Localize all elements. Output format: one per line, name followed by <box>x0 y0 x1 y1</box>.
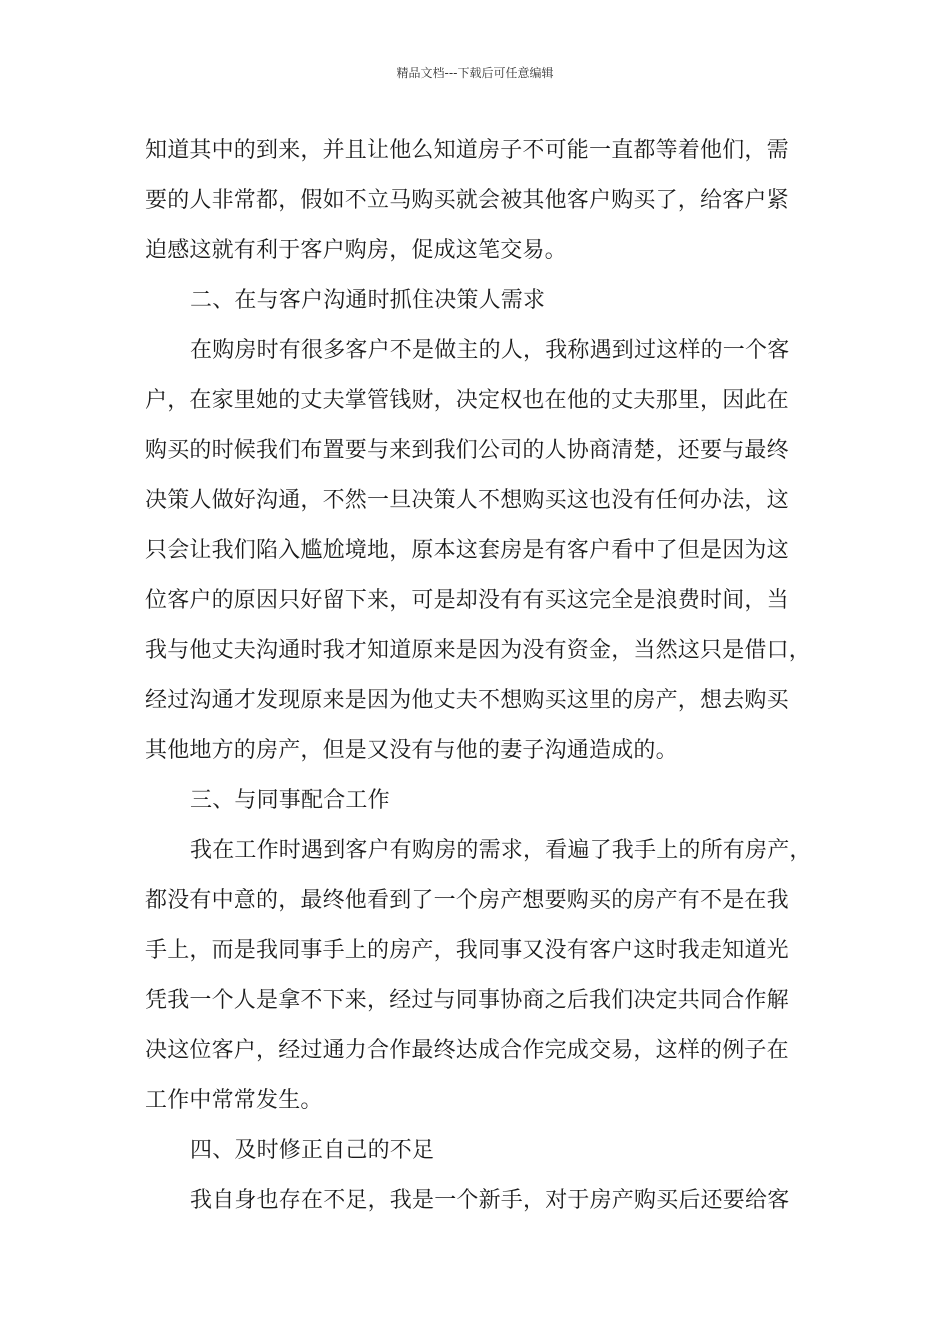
body-line: 都没有中意的，最终他看到了一个房产想要购买的房产有不是在我 <box>145 888 789 913</box>
body-line: 其他地方的房产，但是又没有与他的妻子沟通造成的。 <box>145 738 678 763</box>
page-header: 精品文档---下载后可任意编辑 <box>396 66 554 80</box>
body-line: 要的人非常都，假如不立马购买就会被其他客户购买了，给客户紧 <box>145 188 789 213</box>
section-heading: 四、及时修正自己的不足 <box>190 1138 435 1163</box>
body-line: 手上，而是我同事手上的房产，我同事又没有客户这时我走知道光 <box>145 938 789 963</box>
body-line: 决策人做好沟通，不然一旦决策人不想购买这也没有任何办法，这 <box>145 488 789 513</box>
body-line: 只会让我们陷入尴尬境地，原本这套房是有客户看中了但是因为这 <box>145 538 789 563</box>
body-line: 在购房时有很多客户不是做主的人，我称遇到过这样的一个客 <box>190 338 790 363</box>
body-line: 位客户的原因只好留下来，可是却没有有买这完全是浪费时间，当 <box>145 588 789 613</box>
body-line: 知道其中的到来，并且让他么知道房子不可能一直都等着他们，需 <box>145 138 789 163</box>
body-line: 决这位客户，经过通力合作最终达成合作完成交易，这样的例子在 <box>145 1038 789 1063</box>
body-line: 我在工作时遇到客户有购房的需求，看遍了我手上的所有房产， <box>190 838 812 863</box>
body-line: 经过沟通才发现原来是因为他丈夫不想购买这里的房产，想去购买 <box>145 688 789 713</box>
body-line: 迫感这就有利于客户购房，促成这笔交易。 <box>145 238 567 263</box>
body-line: 购买的时候我们布置要与来到我们公司的人协商清楚，还要与最终 <box>145 438 789 463</box>
body-line: 我与他丈夫沟通时我才知道原来是因为没有资金，当然这只是借口， <box>145 638 812 663</box>
body-line: 凭我一个人是拿不下来，经过与同事协商之后我们决定共同合作解 <box>145 988 789 1013</box>
body-line: 工作中常常发生。 <box>145 1088 323 1113</box>
section-heading: 三、与同事配合工作 <box>190 788 390 813</box>
section-heading: 二、在与客户沟通时抓住决策人需求 <box>190 288 546 313</box>
body-line: 户，在家里她的丈夫掌管钱财，决定权也在他的丈夫那里，因此在 <box>145 388 789 413</box>
body-line: 我自身也存在不足，我是一个新手，对于房产购买后还要给客 <box>190 1188 790 1213</box>
